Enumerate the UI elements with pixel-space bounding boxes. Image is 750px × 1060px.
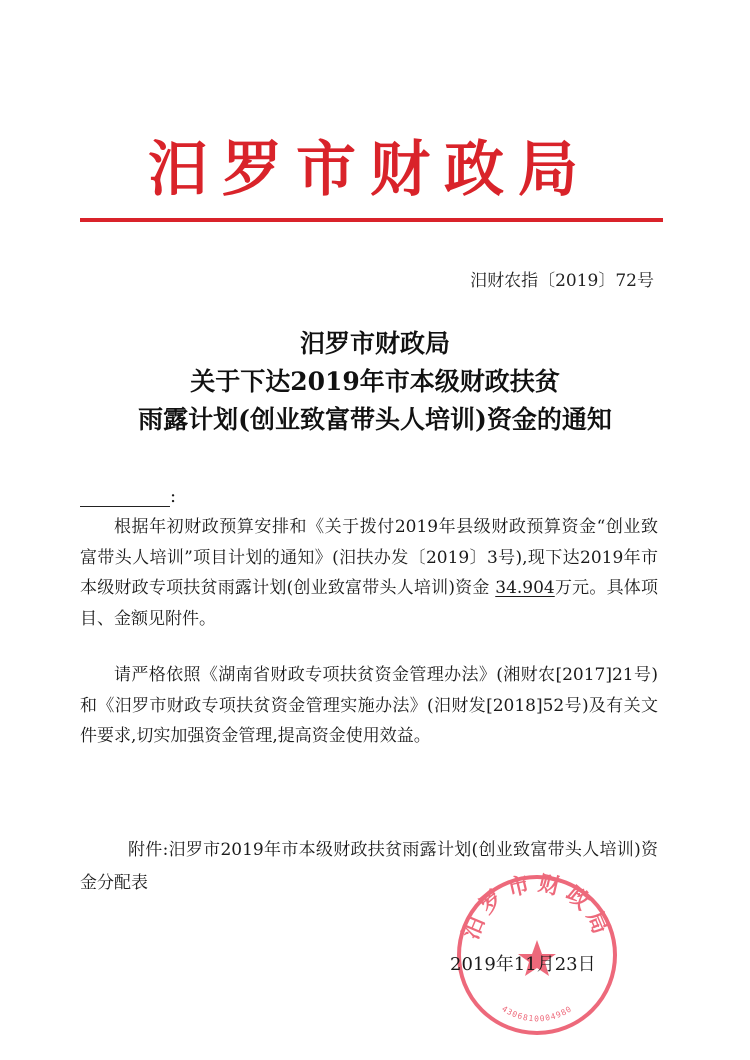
agency-letterhead: 汨罗市财政局 bbox=[148, 135, 592, 205]
addressee-line bbox=[80, 486, 176, 507]
body-paragraph-2 bbox=[80, 660, 658, 752]
seal-name-text: 汨罗市财政局 bbox=[457, 870, 617, 944]
letterhead-red-rule bbox=[80, 218, 663, 222]
addressee-blank bbox=[80, 492, 170, 507]
p1-text-before: 根据年初财政预算安排和《关于拨付2019年县级财政预算资金“创业致富带头人培训”项目计划的通知》(汨扶办发〔2019〕3号),现下达2019年市本级财政专项扶贫雨露计划(创业致富带头人培训)资金 bbox=[80, 517, 658, 598]
funding-amount: 34.904 bbox=[495, 578, 555, 598]
notice-title bbox=[60, 325, 690, 439]
document-number: 汨财农指〔2019〕72号 bbox=[470, 271, 654, 291]
title-line-2: 关于下达2019年市本级财政扶贫 bbox=[190, 367, 560, 396]
seal-code-text: 4306810004980 bbox=[500, 1004, 574, 1024]
title-line-1: 汨罗市财政局 bbox=[299, 329, 450, 358]
p2-text: 请严格依照《湖南省财政专项扶贫资金管理办法》(湘财农[2017]21号)和《汨罗市财政专项扶贫资金管理实施办法》(汨财发[2018]52号)及有关文件要求,切实加强资金管理,提高资金使用效益。 bbox=[80, 665, 658, 746]
p1-text-after: 万元。具体项目、金额见附件。 bbox=[80, 578, 659, 629]
attachment-text: 附件:汨罗市2019年市本级财政扶贫雨露计划(创业致富带头人培训)资金分配表 bbox=[80, 840, 658, 893]
issue-date: 2019年11月23日 bbox=[450, 954, 596, 975]
body-paragraph-1 bbox=[80, 512, 658, 634]
title-line-3: 雨露计划(创业致富带头人培训)资金的通知 bbox=[138, 405, 612, 434]
addressee-colon: : bbox=[170, 486, 177, 507]
